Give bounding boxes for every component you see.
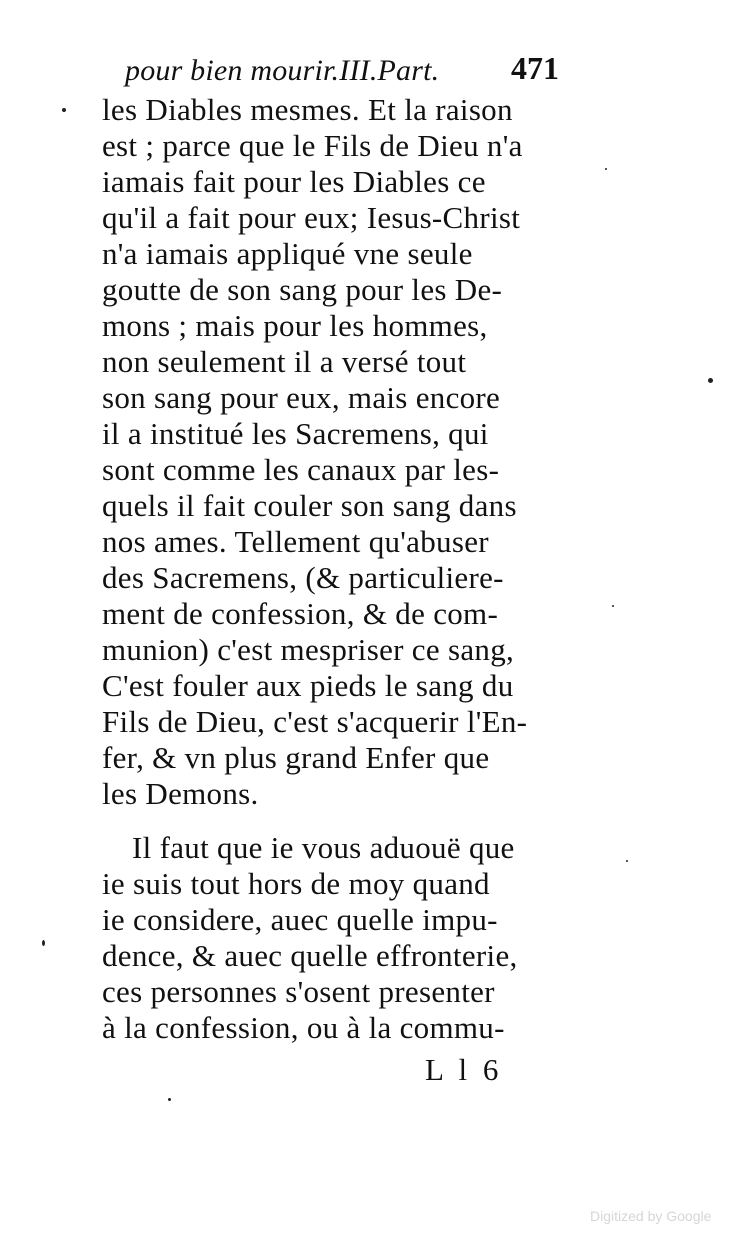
text-line: sont comme les canaux par les- xyxy=(102,452,500,487)
scan-speck xyxy=(42,940,45,946)
text-line: non seulement il a versé tout xyxy=(102,344,467,379)
text-line: C'est fouler aux pieds le sang du xyxy=(102,668,514,703)
text-line: nos ames. Tellement qu'abuser xyxy=(102,524,489,559)
digitization-watermark: Digitized by Google xyxy=(590,1208,712,1224)
text-line: n'a iamais appliqué vne seule xyxy=(102,236,473,271)
scan-speck xyxy=(168,1098,171,1101)
running-head-title: pour bien mourir.III.Part. xyxy=(125,54,440,87)
text-line: les Diables mesmes. Et la raison xyxy=(102,92,513,127)
text-line: dence, & auec quelle effronterie, xyxy=(102,938,518,973)
text-line: goutte de son sang pour les De- xyxy=(102,272,503,307)
scan-speck xyxy=(62,108,66,112)
text-line: ment de confession, & de com- xyxy=(102,596,499,631)
text-line: munion) c'est mespriser ce sang, xyxy=(102,632,515,667)
scan-speck xyxy=(605,168,607,170)
catchword-signature: L l 6 xyxy=(425,1052,503,1087)
text-line: ie suis tout hors de moy quand xyxy=(102,866,490,901)
running-head xyxy=(125,50,585,92)
text-line: ie considere, auec quelle impu- xyxy=(102,902,498,937)
text-line: des Sacremens, (& particuliere- xyxy=(102,560,504,595)
text-line: les Demons. xyxy=(102,776,259,811)
page-number: 471 xyxy=(511,50,559,86)
scan-speck xyxy=(612,605,614,607)
text-line: il a institué les Sacremens, qui xyxy=(102,416,489,451)
text-line: est ; parce que le Fils de Dieu n'a xyxy=(102,128,523,163)
text-line: Fils de Dieu, c'est s'acquerir l'En- xyxy=(102,704,528,739)
text-line: fer, & vn plus grand Enfer que xyxy=(102,740,490,775)
text-line: à la confession, ou à la commu- xyxy=(102,1010,505,1045)
text-line: quels il fait couler son sang dans xyxy=(102,488,517,523)
text-line-paragraph-start: Il faut que ie vous aduouë que xyxy=(132,830,515,865)
text-line: qu'il a fait pour eux; Iesus-Christ xyxy=(102,200,521,235)
text-line: son sang pour eux, mais encore xyxy=(102,380,501,415)
text-line: mons ; mais pour les hommes, xyxy=(102,308,488,343)
text-line: ces personnes s'osent presenter xyxy=(102,974,495,1009)
scan-speck xyxy=(708,378,713,383)
scan-speck xyxy=(626,860,628,862)
text-line: iamais fait pour les Diables ce xyxy=(102,164,486,199)
